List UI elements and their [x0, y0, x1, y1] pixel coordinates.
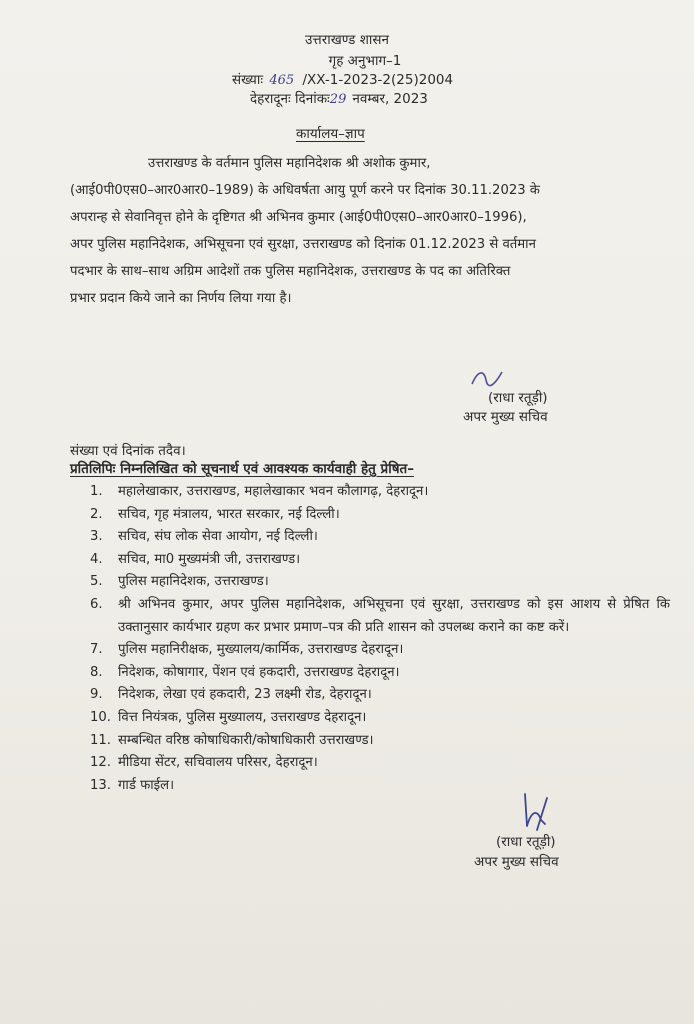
reference-number: [232, 70, 453, 88]
signatory-designation-1: अपर मुख्य सचिव: [463, 409, 548, 425]
recipient-list: [90, 481, 670, 797]
handwritten-date: 29: [329, 92, 347, 107]
reference-line: संख्या एवं दिनांक तदैव।: [70, 443, 186, 459]
date-suffix: नवम्बर, 2023: [352, 91, 428, 107]
body-line-6: प्रभार प्रदान किये जाने का निर्णय लिया गया है।: [70, 291, 292, 306]
handwritten-number: 465: [269, 73, 295, 88]
list-item: 3. सचिव, संघ लोक सेवा आयोग, नई दिल्ली।: [90, 529, 318, 545]
signature-scribble-2: [515, 790, 565, 832]
number-prefix: संख्याः: [232, 72, 264, 88]
memo-title: कार्यालय–ज्ञाप: [296, 126, 365, 142]
body-line-3: अपरान्ह से सेवानिवृत्त होने के दृष्टिगत श्री अभिनव कुमार (आई0पी0एस0–आर0आर0–1996),: [70, 210, 527, 225]
list-item: 1. महालेखाकार, उत्तराखण्ड, महालेखाकार भवन कौलागढ़, देहरादून।: [90, 484, 429, 499]
list-item: 4. सचिव, मा0 मुख्यमंत्री जी, उत्तराखण्ड।: [90, 551, 301, 567]
body-line-1: उत्तराखण्ड के वर्तमान पुलिस महानिदेशक श्री अशोक कुमार,: [148, 156, 431, 171]
body-line-5: पदभार के साथ–साथ अग्रिम आदेशों तक पुलिस महानिदेशक, उत्तराखण्ड के पद का अतिरिक्त: [70, 264, 511, 279]
signature-scribble-1: [468, 366, 508, 390]
list-item: 6. श्री अभिनव कुमार, अपर पुलिस महानिदेशक, अभिसूचना एवं सुरक्षा, उत्तराखण्ड को इस आशय से प्रेषित कि उक्तानुसार कार्यभार ग्रहण कर प्रभार प्रमाण–पत्र की प्रति शासन को उपलब्ध कराने का कष्ट करें।: [90, 596, 670, 635]
list-item: 12. मीडिया सेंटर, सचिवालय परिसर, देहरादून।: [90, 755, 318, 771]
number-suffix: /XX-1-2023-2(25)2004: [302, 72, 454, 88]
list-item: 7. पुलिस महानिरीक्षक, मुख्यालय/कार्मिक, उत्तराखण्ड देहरादून।: [90, 642, 404, 658]
government-heading: उत्तराखण्ड शासन: [304, 32, 389, 48]
section-heading: गृह अनुभाग–1: [328, 53, 402, 69]
list-item: 8. निदेशक, कोषागार, पेंशन एवं हकदारी, उत्तराखण्ड देहरादून।: [90, 664, 400, 680]
date-prefix: देहरादूनः दिनांकः: [250, 91, 330, 107]
signatory-name-1: (राधा रतूड़ी): [488, 390, 548, 406]
list-item: 13. गार्ड फाईल।: [90, 777, 175, 793]
memo-body: [70, 150, 655, 312]
list-item: 10. वित्त नियंत्रक, पुलिस मुख्यालय, उत्तराखण्ड देहरादून।: [90, 709, 367, 725]
body-line-4: अपर पुलिस महानिदेशक, अभिसूचना एवं सुरक्षा, उत्तराखण्ड को दिनांक 01.12.2023 से वर्तमान: [70, 237, 536, 252]
signatory-name-2: (राधा रतूड़ी): [496, 834, 556, 850]
body-line-2: (आई0पी0एस0–आर0आर0–1989) के अधिवर्षता आयु पूर्ण करने पर दिनांक 30.11.2023 के: [70, 183, 540, 198]
list-item: 11. सम्बन्धित वरिष्ठ कोषाधिकारी/कोषाधिकारी उत्तराखण्ड।: [90, 732, 374, 748]
document-date: [250, 89, 428, 107]
copy-intro: प्रतिलिपिः निम्नलिखित को सूचनार्थ एवं आवश्यक कार्यवाही हेतु प्रेषित–: [70, 461, 414, 477]
list-item: 9. निदेशक, लेखा एवं हकदारी, 23 लक्ष्मी रोड, देहरादून।: [90, 687, 372, 703]
list-item: 5. पुलिस महानिदेशक, उत्तराखण्ड।: [90, 574, 269, 590]
signatory-designation-2: अपर मुख्य सचिव: [474, 854, 559, 870]
list-item: 2. सचिव, गृह मंत्रालय, भारत सरकार, नई दिल्ली।: [90, 506, 340, 522]
